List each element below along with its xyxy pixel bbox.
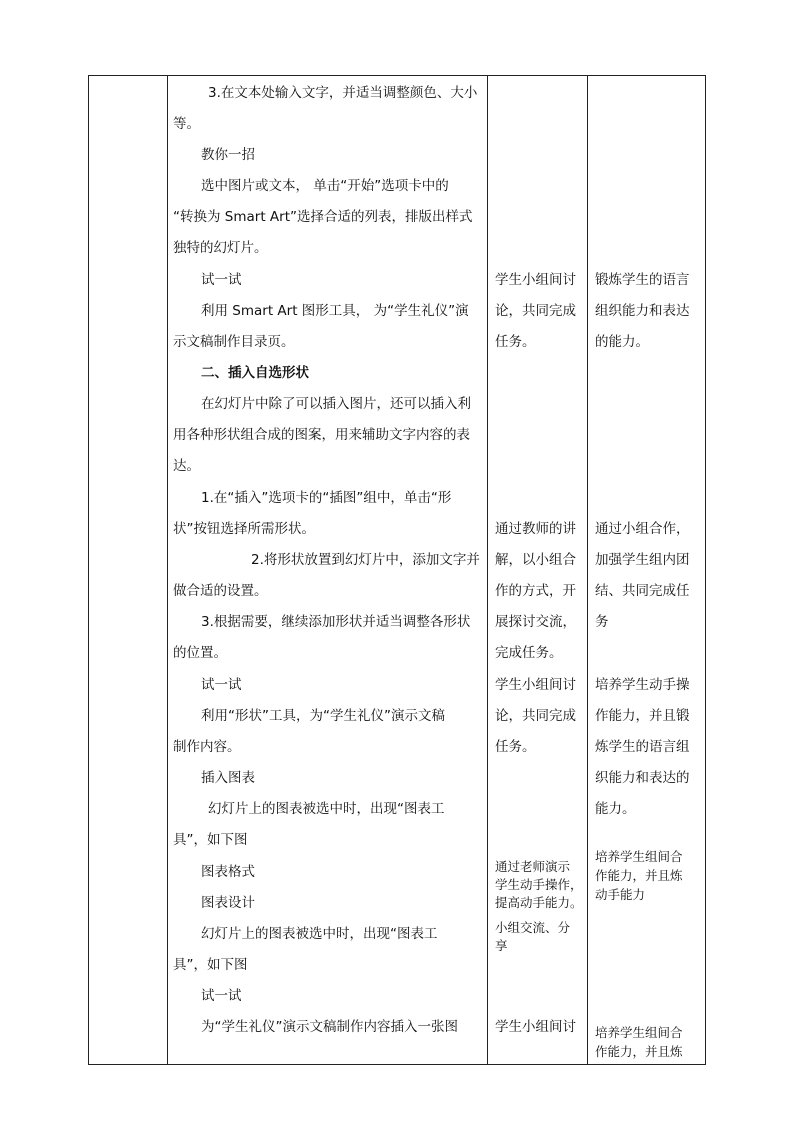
column-divider-3 bbox=[587, 76, 588, 1064]
student-line: 提高动手能力。 bbox=[495, 895, 583, 910]
content-line: 3.根据需要，继续添加形状并适当调整各形状 bbox=[201, 614, 471, 630]
column-divider-1 bbox=[167, 76, 168, 1064]
student-line: 学生小组间讨 bbox=[495, 272, 576, 288]
student-line: 论，共同完成 bbox=[495, 708, 576, 724]
student-line: 作的方式，开 bbox=[495, 583, 576, 599]
content-line: 1.在“插入”选项卡的“插图”组中，单击“形 bbox=[201, 490, 452, 506]
section-heading: 二、插入自选形状 bbox=[201, 365, 309, 381]
content-line: 幻灯片上的图表被选中时，出现“图表工 bbox=[208, 801, 445, 817]
intent-line: 作能力，并且锻 bbox=[595, 708, 690, 724]
student-line: 学生小组间讨 bbox=[495, 677, 576, 693]
intent-line: 能力。 bbox=[595, 801, 636, 817]
content-line: 试一试 bbox=[201, 988, 242, 1004]
student-line: 通过老师演示 bbox=[495, 859, 571, 874]
content-line: 图表设计 bbox=[201, 895, 255, 911]
content-line: 利用 Smart Art 图形工具， 为“学生礼仪”演 bbox=[201, 303, 469, 319]
student-line: 完成任务。 bbox=[495, 645, 563, 661]
intent-line: 组织能力和表达 bbox=[595, 303, 690, 319]
content-line: 用各种形状组合成的图案，用来辅助文字内容的表 bbox=[173, 427, 470, 443]
student-line: 解，以小组合 bbox=[495, 552, 576, 568]
intent-line: 织能力和表达的 bbox=[595, 770, 690, 786]
student-line: 学生小组间讨 bbox=[495, 1019, 576, 1035]
student-line: 小组交流、分 bbox=[495, 920, 571, 935]
intent-line: 作能力，并且炼 bbox=[595, 1044, 683, 1059]
content-line: 图表格式 bbox=[201, 864, 255, 880]
intent-line: 炼学生的语言组 bbox=[595, 739, 690, 755]
content-line: 2.将形状放置到幻灯片中，添加文字并 bbox=[251, 552, 480, 568]
content-line: 等。 bbox=[173, 116, 200, 132]
content-line: “转换为 Smart Art”选择合适的列表，排版出样式 bbox=[173, 209, 473, 225]
intent-line: 培养学生动手操 bbox=[595, 677, 690, 693]
content-line: 教你一招 bbox=[201, 147, 255, 163]
content-line: 试一试 bbox=[201, 272, 242, 288]
student-line: 通过教师的讲 bbox=[495, 521, 576, 537]
student-line: 学生动手操作， bbox=[495, 877, 583, 892]
content-line: 的位置。 bbox=[173, 645, 227, 661]
content-line: 在幻灯片中除了可以插入图片，还可以插入利 bbox=[201, 396, 471, 412]
intent-line: 结、共同完成任 bbox=[595, 583, 690, 599]
intent-line: 培养学生组间合 bbox=[595, 849, 683, 864]
content-line: 制作内容。 bbox=[173, 739, 241, 755]
column-divider-2 bbox=[487, 76, 488, 1064]
intent-line: 作能力，并且炼 bbox=[595, 868, 683, 883]
content-line: 独特的幻灯片。 bbox=[173, 240, 268, 256]
content-line: 选中图片或文本， 单击“开始”选项卡中的 bbox=[201, 178, 449, 194]
intent-line: 培养学生组间合 bbox=[595, 1025, 683, 1040]
content-line: 做合适的设置。 bbox=[173, 583, 268, 599]
content-line: 达。 bbox=[173, 458, 200, 474]
student-line: 任务。 bbox=[495, 334, 536, 350]
intent-line: 动手能力 bbox=[595, 887, 646, 902]
student-line: 享 bbox=[495, 938, 508, 953]
intent-line: 锻炼学生的语言 bbox=[595, 272, 690, 288]
content-line: 为“学生礼仪”演示文稿制作内容插入一张图 bbox=[201, 1019, 458, 1035]
student-line: 展探讨交流， bbox=[495, 614, 576, 630]
student-line: 论，共同完成 bbox=[495, 303, 576, 319]
content-line: 示文稿制作目录页。 bbox=[173, 334, 295, 350]
intent-line: 务 bbox=[595, 614, 609, 630]
content-line: 插入图表 bbox=[201, 770, 255, 786]
content-line: 试一试 bbox=[201, 677, 242, 693]
content-line: 3.在文本处输入文字，并适当调整颜色、大小 bbox=[208, 85, 478, 101]
content-line: 具”，如下图 bbox=[173, 832, 248, 848]
intent-line: 加强学生组内团 bbox=[595, 552, 690, 568]
content-line: 利用“形状”工具，为“学生礼仪”演示文稿 bbox=[201, 708, 445, 724]
student-line: 任务。 bbox=[495, 739, 536, 755]
content-line: 幻灯片上的图表被选中时，出现“图表工 bbox=[201, 926, 438, 942]
content-line: 具”，如下图 bbox=[173, 957, 248, 973]
content-line: 状”按钮选择所需形状。 bbox=[173, 521, 315, 537]
intent-line: 的能力。 bbox=[595, 334, 649, 350]
intent-line: 通过小组合作， bbox=[595, 521, 690, 537]
